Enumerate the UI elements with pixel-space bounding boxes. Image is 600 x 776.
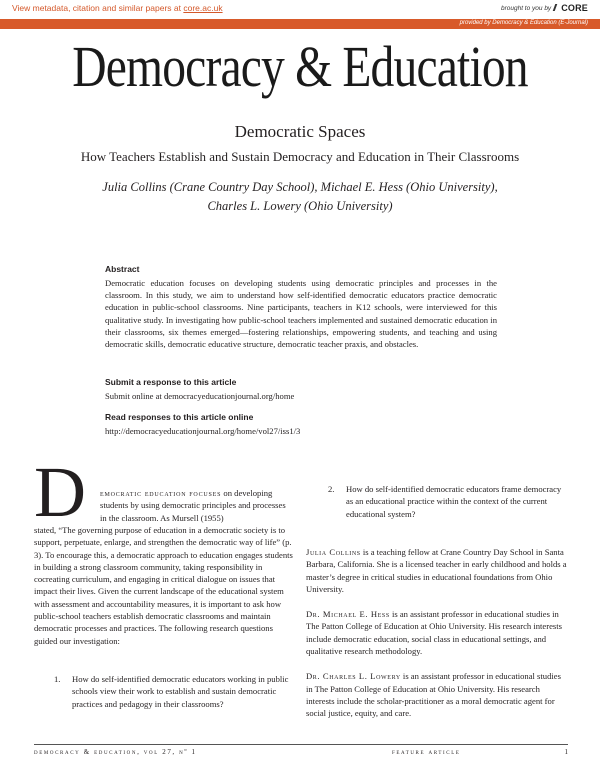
- authors-line-2: Charles L. Lowery (Ohio University): [207, 199, 393, 213]
- bio-text: is an assistant professor in educational studies in The Patton College of Education at Ohio University. His research interests include the scholar-practitioner as a moral democratic agent for social justice, equity, and care.: [306, 671, 561, 719]
- bio-name: Dr. Michael E. Hess: [306, 609, 390, 620]
- intro-first-text: on developing students by using democratic principles and processes in the classroom. As Mursell (1955): [100, 488, 286, 523]
- footer-journal-issue: democracy & education, vol 27, nº 1: [34, 748, 197, 756]
- bio-text: is an assistant professor in educational studies in The Patton College of Education at Ohio University. His research interests include democratic education, social class in educational settings, and qualitative research methodology.: [306, 609, 562, 657]
- bio-name: Julia Collins: [306, 547, 361, 557]
- question-number: 1.: [54, 674, 61, 684]
- core-header-bar: [0, 0, 600, 18]
- core-link-prefix: View metadata, citation and similar papers at: [12, 3, 184, 13]
- submit-response-section: [105, 377, 497, 402]
- authors-line-1: Julia Collins (Crane Country Day School), Michael E. Hess (Ohio University),: [102, 180, 498, 194]
- intro-first-lines: [100, 487, 294, 524]
- question-number: 2.: [328, 484, 335, 494]
- abstract-section: [105, 264, 497, 350]
- intro-smallcaps: emocratic education focuses: [100, 488, 222, 498]
- footer-section: feature article: [392, 748, 461, 756]
- article-subtitle: How Teachers Establish and Sustain Democracy and Education in Their Classrooms: [80, 149, 520, 164]
- read-responses-section: [105, 412, 497, 437]
- core-link-domain[interactable]: core.ac.uk: [183, 3, 223, 13]
- submit-text: Submit online at democracyeducationjournal.org/home: [105, 391, 295, 401]
- author-bio: [306, 546, 568, 595]
- core-brought-by[interactable]: [501, 3, 588, 13]
- article-title: Democratic Spaces: [234, 122, 366, 141]
- author-list: [60, 178, 540, 216]
- page-footer: [34, 744, 568, 756]
- body-column-right: [306, 483, 568, 520]
- core-logo-text: CORE: [561, 3, 588, 13]
- read-heading: Read responses to this article online: [105, 412, 254, 422]
- research-question-2: [306, 483, 568, 520]
- intro-paragraph: stated, “The governing purpose of education in a democratic society is to support, perpetuate, enlarge, and strengthen the democratic way of life” (p. 3). To encourage this, a democratic approach to education engages students in building a strong classroom community, taking responsibility in cocreating curriculum, and engaging in critical dialogue on issues that impact their lives. Given the current landscape of the educational system with assessment and accountability measures, it is important to ask how public-school teachers establish democratic classrooms and maintain democratic processes and practices. The following research questions guided our investigation:: [34, 525, 293, 646]
- author-bio: [306, 670, 568, 719]
- research-question-1: [54, 673, 294, 710]
- abstract-heading: Abstract: [105, 264, 140, 274]
- bio-name: Dr. Charles L. Lowery: [306, 671, 401, 682]
- core-metadata-link[interactable]: [12, 3, 223, 13]
- provided-by-bar: [0, 19, 600, 29]
- page-number: 1: [564, 748, 568, 756]
- author-bio: [306, 608, 568, 657]
- drop-cap: D: [34, 452, 86, 532]
- question-text: How do self-identified democratic educators frame democracy as an educational practice within the context of the current educational system?: [346, 484, 562, 519]
- author-bios: [306, 546, 568, 733]
- submit-heading: Submit a response to this article: [105, 377, 237, 387]
- core-logo[interactable]: [554, 3, 588, 13]
- brought-by-label: brought to you by: [500, 4, 552, 12]
- question-text: How do self-identified democratic educators working in public schools view their work to establish and sustain democratic practices and pedagogy in their classrooms?: [72, 674, 289, 709]
- journal-masthead: Democracy & Education: [72, 34, 528, 99]
- provided-by-text: provided by Democracy & Education (E-Journal): [459, 20, 588, 26]
- abstract-text: Democratic education focuses on developing students using democratic principles and processes in the classroom. In this study, we aim to understand how self-identified democratic educators practice democratic education in public-school classrooms. Nine participants, teachers in K12 schools, were interviewed for this qualitative study. In investigating how public-school teachers implemented and sustained democratic education in their classrooms, six themes emerged—fostering relationships, empowering students, and teaching and using democratic skills, democratic educative structure, democratic teacher praxis, and obstacles.: [105, 278, 497, 350]
- read-url[interactable]: http://democracyeducationjournal.org/home/vol27/iss1/3: [105, 426, 301, 436]
- bio-text: is a teaching fellow at Crane Country Day School in Santa Barbara, California. She is a licensed teacher in early childhood and holds a master’s degree in critical studies in educational foundations from Ohio University.: [306, 547, 567, 594]
